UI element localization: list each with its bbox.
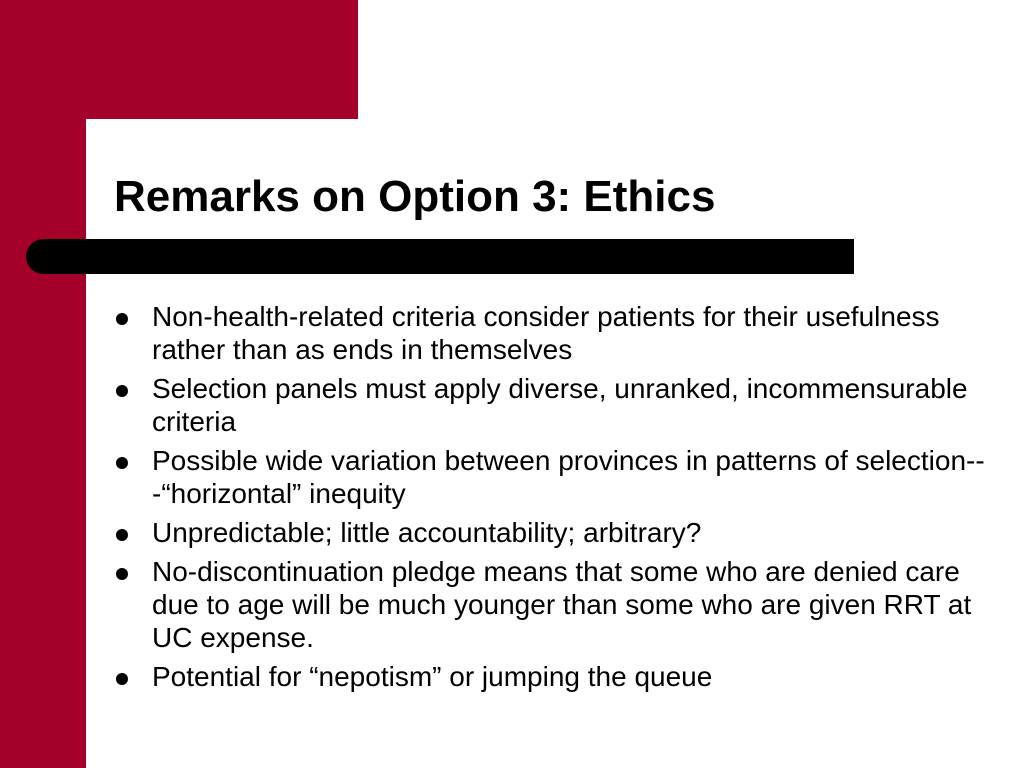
slide-title: Remarks on Option 3: Ethics — [114, 172, 716, 221]
bullet-dot-icon — [116, 385, 128, 397]
bullet-item — [114, 300, 994, 366]
bullet-item — [114, 372, 994, 438]
accent-bar-left — [0, 0, 86, 768]
bullet-dot-icon — [116, 313, 128, 325]
bullet-item — [114, 444, 994, 510]
bullet-text: No-discontinuation pledge means that some who are denied care due to age will be much younger than some who are given RRT at UC expense. — [152, 556, 972, 653]
title-divider — [26, 239, 854, 274]
bullet-dot-icon — [116, 457, 128, 469]
bullet-text: Non-health-related criteria consider patients for their usefulness rather than as ends in themselves — [152, 301, 940, 365]
bullet-text: Selection panels must apply diverse, unranked, incommensurable criteria — [152, 373, 968, 437]
bullet-text: Potential for “nepotism” or jumping the queue — [152, 661, 713, 692]
bullet-dot-icon — [116, 673, 128, 685]
bullet-item — [114, 516, 994, 549]
bullet-text: Unpredictable; little accountability; arbitrary? — [152, 517, 702, 548]
bullet-dot-icon — [116, 568, 128, 580]
bullet-item — [114, 660, 994, 693]
bullet-dot-icon — [116, 529, 128, 541]
bullet-item — [114, 555, 994, 654]
bullet-text: Possible wide variation between provinces in patterns of selection---“horizontal” inequity — [152, 445, 985, 509]
bullet-list — [114, 300, 994, 699]
